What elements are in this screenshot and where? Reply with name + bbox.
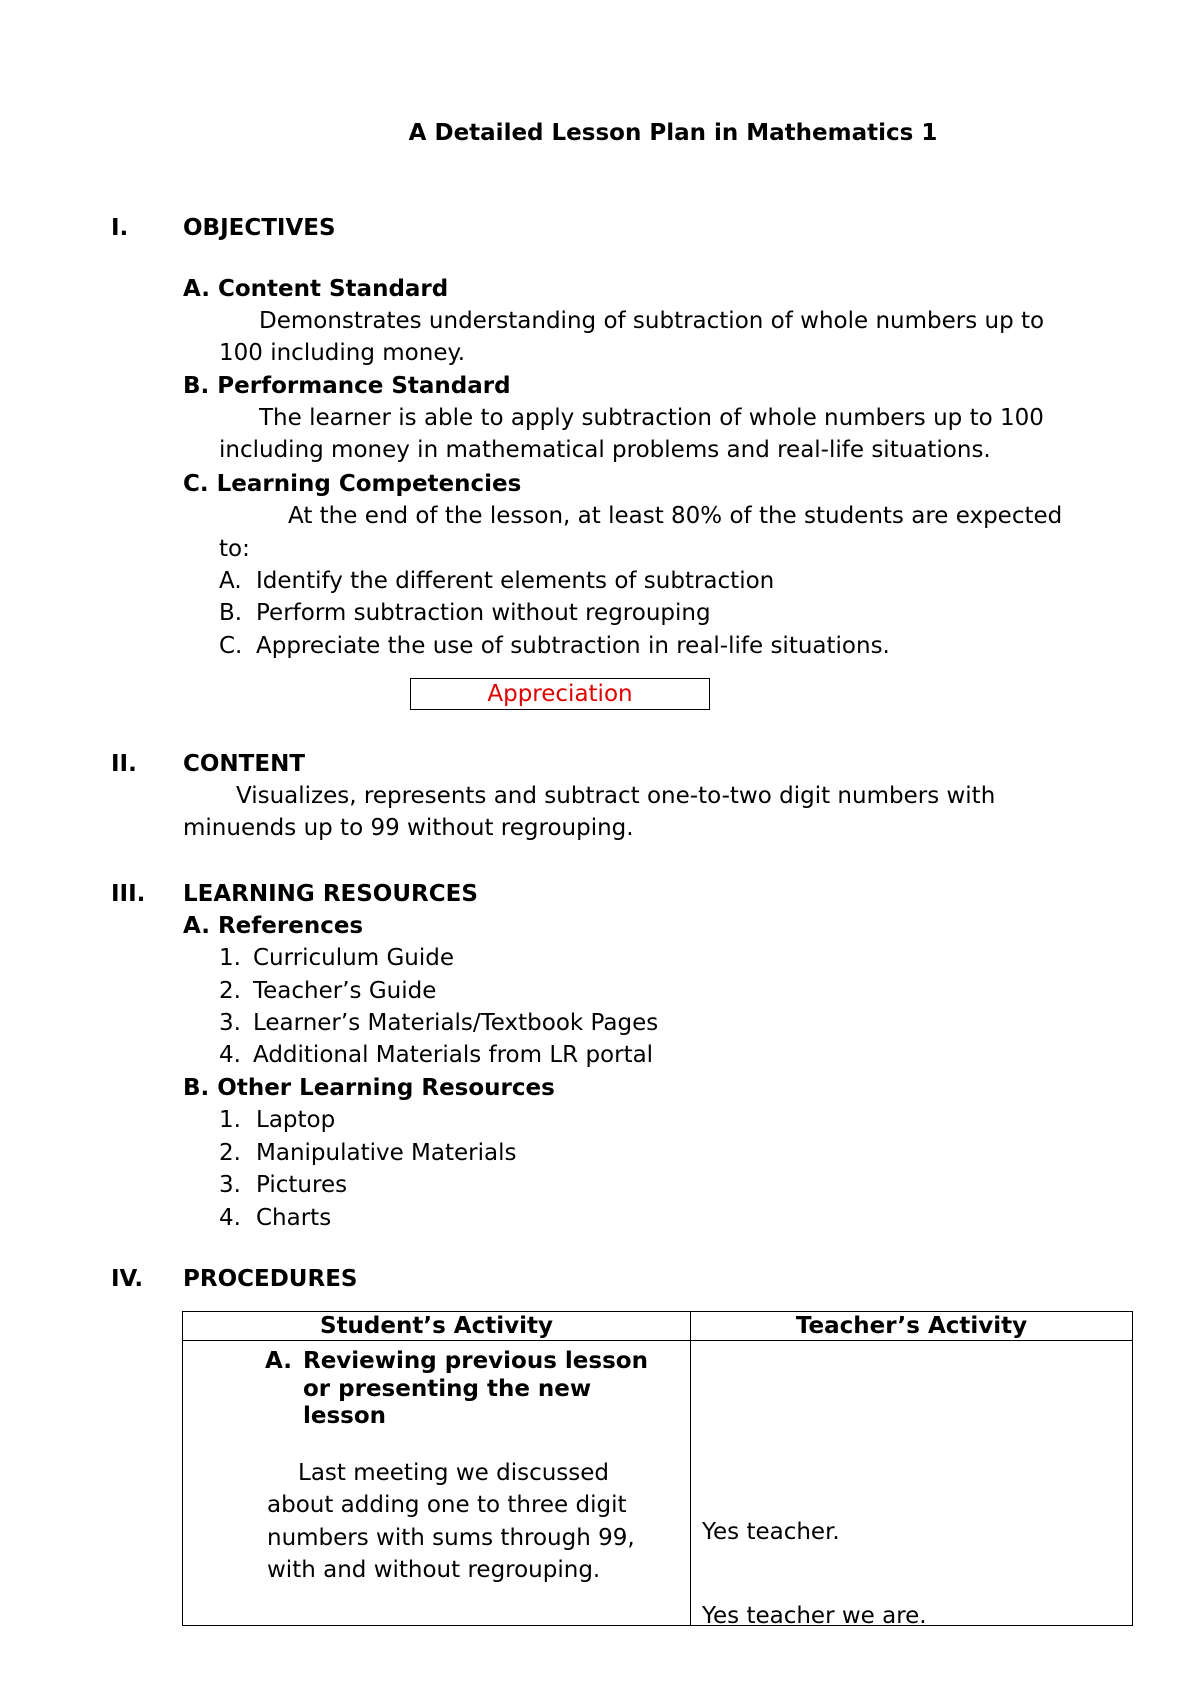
- resource-item: Charts: [256, 1205, 332, 1231]
- activity-text-line2: about adding one to three digit: [267, 1492, 627, 1518]
- step-letter: A.: [265, 1348, 292, 1374]
- reference-number: 4.: [219, 1042, 241, 1068]
- section-numeral-resources: III.: [111, 881, 146, 907]
- section-numeral-content: II.: [111, 751, 137, 777]
- resource-item: Manipulative Materials: [256, 1140, 517, 1166]
- performance-standard-line1: The learner is able to apply subtraction of whole numbers up to 100: [259, 405, 1044, 431]
- col-header-student: Student’s Activity: [183, 1312, 691, 1341]
- content-standard-line1: Demonstrates understanding of subtraction of whole numbers up to: [259, 308, 1045, 334]
- teacher-activity-cell: [691, 1341, 1133, 1629]
- section-heading-procedures: PROCEDURES: [183, 1266, 358, 1292]
- learning-competencies-label: C. Learning Competencies: [183, 471, 522, 497]
- appreciation-box: Appreciation: [410, 678, 710, 710]
- competency-item: Perform subtraction without regrouping: [256, 600, 711, 626]
- performance-standard-line2: including money in mathematical problems and real-life situations.: [219, 437, 991, 463]
- content-standard-label: A. Content Standard: [183, 276, 449, 302]
- reference-number: 3.: [219, 1010, 241, 1036]
- response-1: Yes teacher.: [702, 1519, 840, 1545]
- activity-text-line1: Last meeting we discussed: [298, 1460, 610, 1486]
- activity-text-line3: numbers with sums through 99,: [267, 1525, 635, 1551]
- reference-item: Curriculum Guide: [253, 945, 454, 971]
- resource-item: Pictures: [256, 1172, 348, 1198]
- step-title-line3: lesson: [303, 1403, 387, 1429]
- content-line2: minuends up to 99 without regrouping.: [183, 815, 634, 841]
- reference-number: 1.: [219, 945, 241, 971]
- competency-item: Appreciate the use of subtraction in real-life situations.: [256, 633, 890, 659]
- resource-item: Laptop: [256, 1107, 336, 1133]
- learning-competencies-line1: At the end of the lesson, at least 80% of the students are expected: [288, 503, 1063, 529]
- resource-number: 2.: [219, 1140, 241, 1166]
- reference-item: Additional Materials from LR portal: [253, 1042, 654, 1068]
- page-title: A Detailed Lesson Plan in Mathematics 1: [408, 120, 938, 146]
- competency-letter: B.: [219, 600, 243, 626]
- references-label: A. References: [183, 913, 364, 939]
- reference-item: Teacher’s Guide: [253, 978, 437, 1004]
- col-header-teacher: Teacher’s Activity: [691, 1312, 1133, 1341]
- resource-number: 1.: [219, 1107, 241, 1133]
- learning-competencies-line2: to:: [219, 536, 250, 562]
- section-heading-content: CONTENT: [183, 751, 306, 777]
- section-numeral-objectives: I.: [111, 215, 129, 241]
- step-title-line2: or presenting the new: [303, 1376, 592, 1402]
- student-activity-cell: [183, 1341, 691, 1626]
- competency-letter: A.: [219, 568, 242, 594]
- section-numeral-procedures: IV.: [111, 1266, 144, 1292]
- activity-text-line4: with and without regrouping.: [267, 1557, 601, 1583]
- section-heading-resources: LEARNING RESOURCES: [183, 881, 478, 907]
- content-standard-line2: 100 including money.: [219, 340, 466, 366]
- content-line1: Visualizes, represents and subtract one-to-two digit numbers with: [236, 783, 996, 809]
- competency-item: Identify the different elements of subtraction: [256, 568, 775, 594]
- resource-number: 4.: [219, 1205, 241, 1231]
- step-title-line1: Reviewing previous lesson: [303, 1348, 648, 1374]
- competency-letter: C.: [219, 633, 243, 659]
- performance-standard-label: B. Performance Standard: [183, 373, 511, 399]
- reference-item: Learner’s Materials/Textbook Pages: [253, 1010, 659, 1036]
- section-heading-objectives: OBJECTIVES: [183, 215, 336, 241]
- reference-number: 2.: [219, 978, 241, 1004]
- other-resources-label: B. Other Learning Resources: [183, 1075, 555, 1101]
- response-2: Yes teacher we are.: [702, 1603, 927, 1629]
- procedures-table: [182, 1311, 1133, 1629]
- resource-number: 3.: [219, 1172, 241, 1198]
